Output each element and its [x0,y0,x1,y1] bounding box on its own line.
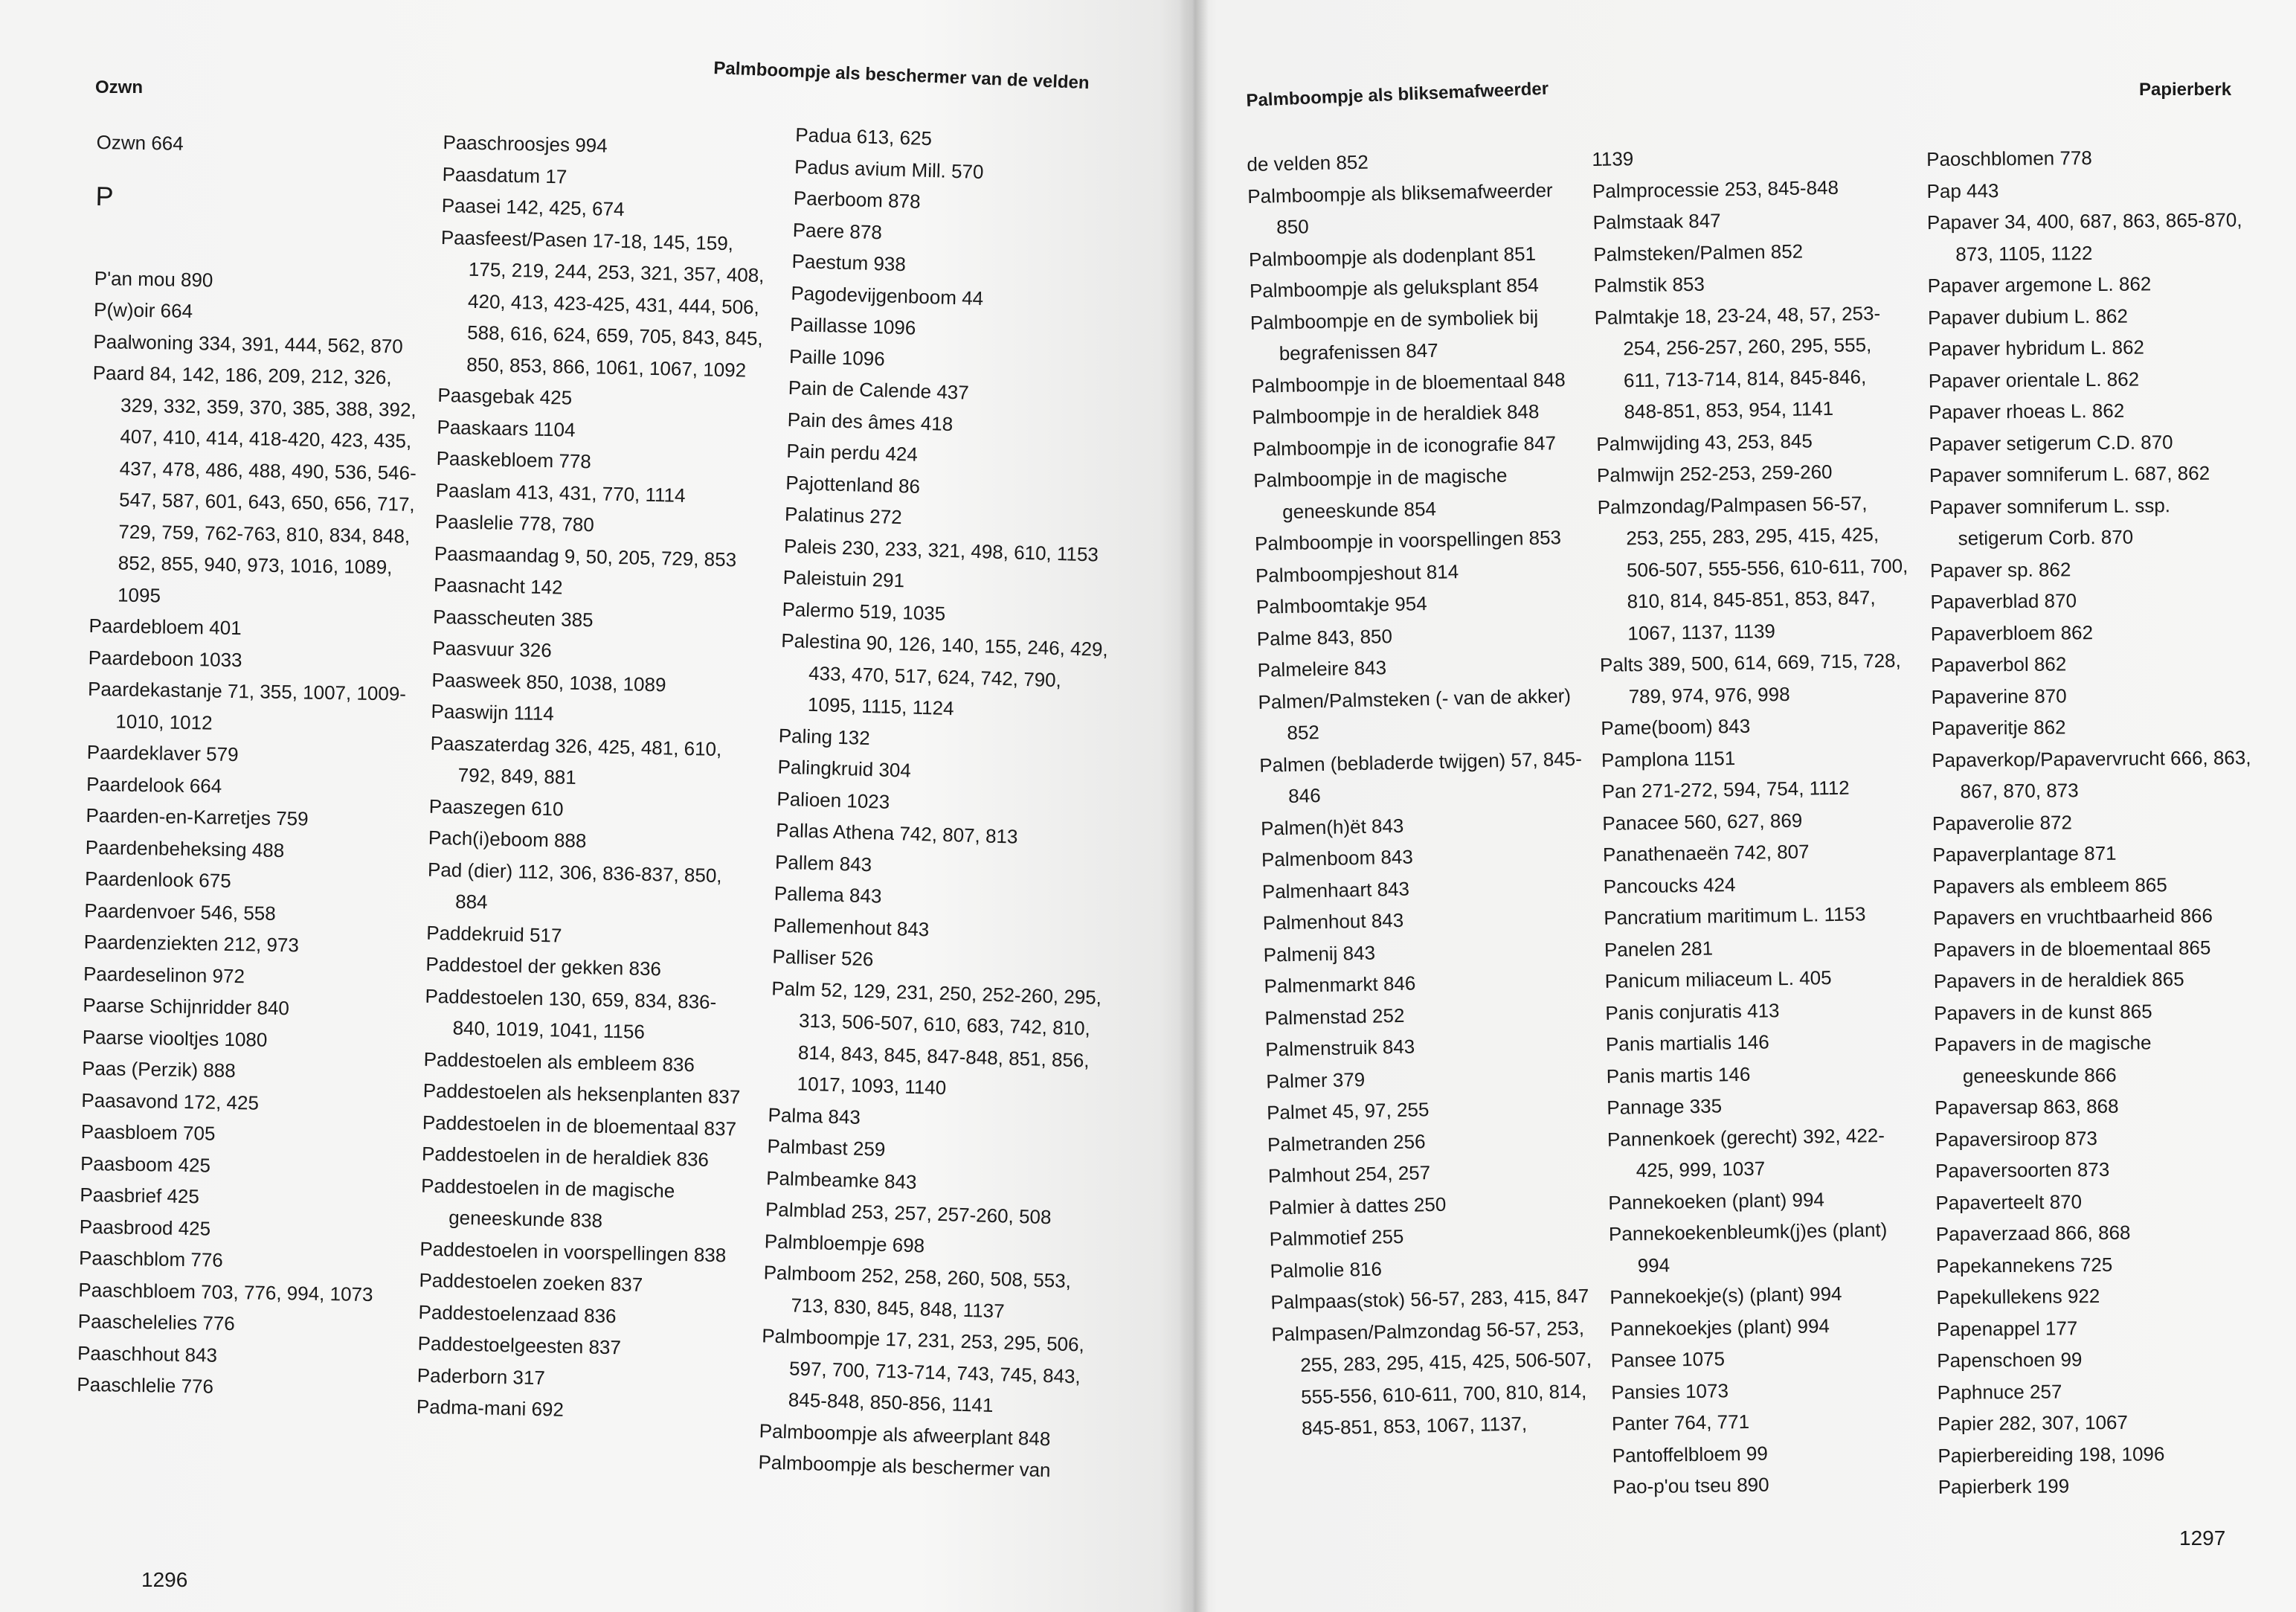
index-entry: Paderborn 317 [417,1364,546,1389]
index-entry: Panis conjuratis 413 [1605,998,1780,1024]
index-entry: Papavers in de kunst 865 [1934,999,2152,1024]
index-entry: Paardenlook 675 [84,867,231,892]
index-entry: Pallem 843 [774,850,872,876]
index-entry: Papavers in de magische geneeskunde 866 [1934,1031,2152,1088]
index-entry: Papaver orientale L. 862 [1928,367,2140,392]
index-column-3 [758,119,1131,1487]
index-entry: Papenschoen 99 [1937,1348,2083,1372]
index-entry: Palmenij 843 [1263,941,1376,966]
index-entry: Paleistuin 291 [782,565,905,592]
index-entry: Paasvuur 326 [432,636,553,662]
index-entry: Palmbloempje 698 [764,1229,925,1256]
index-entry: Palermo 519, 1035 [782,597,946,625]
index-entry: Palma 843 [768,1102,861,1128]
index-entry: Paddestoelen in voorspellingen 838 [419,1237,727,1266]
index-entry: Papaverine 870 [1931,684,2067,708]
index-entry: Palmpasen/Palmzondag 56-57, 253, 255, 283, 295, 415, 425, 506-507, 555-556, 610-611, 700, 810, 814, 845-851, 853, 1067, 1137, [1271,1316,1592,1439]
index-entry: Palmwijn 252-253, 259-260 [1596,460,1833,487]
index-entry: Palme 843, 850 [1256,624,1393,650]
index-entry: Paaszegen 610 [428,794,564,821]
index-entry: Papierbereiding 198, 1096 [1938,1442,2165,1467]
index-entry: Pansee 1075 [1610,1347,1726,1372]
index-entry: Palmeleire 843 [1257,656,1387,681]
index-entry: Palmtakje 18, 23-24, 48, 57, 253-254, 256-257, 260, 295, 555, 611, 713-714, 814, 845-846, 848-851, 853, 954, 1141 [1594,301,1881,423]
index-entry: Paas (Perzik) 888 [81,1056,236,1082]
index-entry: Paddestoelen in de bloementaal 837 [422,1111,737,1140]
index-entry: Paddestoelen 130, 659, 834, 836-840, 1019, 1041, 1156 [425,984,717,1043]
index-entry: Palmenboom 843 [1261,845,1414,871]
index-entry: Paarse Schijnridder 840 [83,993,290,1020]
index-entry: Pannekoekenbleumk(j)es (plant) 994 [1608,1218,1888,1277]
index-entry: Palmmotief 255 [1269,1224,1404,1250]
index-entry: Panelen 281 [1604,937,1714,961]
index-entry: Papaverolie 872 [1932,810,2073,835]
index-entry: Panicum miliaceum L. 405 [1604,966,1832,992]
index-entry: Pannekoekjes (plant) 994 [1610,1314,1830,1340]
index-entry: Palmboompje in de magische geneeskunde 854 [1253,463,1508,523]
index-entry: Paasboom 425 [80,1152,211,1177]
index-entry: Paaschelelies 776 [77,1309,236,1335]
index-entry: Pannage 335 [1607,1094,1723,1119]
index-entry: Pagodevijgenboom 44 [791,281,984,309]
index-entry: Papaver somniferum L. 687, 862 [1929,461,2210,487]
index-entry: Paardenziekten 212, 973 [83,930,300,957]
index-entry: Palmstik 853 [1593,272,1705,297]
index-entry: Palmboompje in de bloementaal 848 [1251,367,1566,397]
index-entry: Papaver setigerum C.D. 870 [1929,430,2173,455]
index-entry: Palm 52, 129, 231, 250, 252-260, 295, 313, 506-507, 610, 683, 742, 810, 814, 843, 845, 847-848, 851, 856, 1017, 1093, 1140 [771,977,1102,1099]
index-entry: Palmen(h)ët 843 [1260,814,1404,840]
index-entry: Paasmaandag 9, 50, 205, 729, 853 [434,542,737,571]
index-entry: Ozwn 664 [96,130,184,155]
index-entry: Paardebloem 401 [89,614,242,640]
index-entry: Paasnacht 142 [433,573,563,599]
index-entry: Panter 764, 771 [1611,1410,1750,1435]
section-letter: P [95,180,114,211]
index-entry: Palmen/Palmsteken (- van de akker) 852 [1258,684,1572,745]
index-entry: Palmer 379 [1265,1067,1366,1093]
index-entry: Palmolie 816 [1270,1257,1383,1282]
index-entry: Paardeselinon 972 [83,962,245,987]
index-entry: Paddestoelgeesten 837 [417,1332,622,1359]
index-entry: Palmbeamke 843 [765,1166,917,1193]
index-entry: Papaver somniferum L. ssp. setigerum Corb. 870 [1929,493,2171,550]
index-entry: Pan 271-272, 594, 754, 1112 [1601,776,1850,803]
index-entry: Paaskaars 1104 [437,415,576,441]
index-entry: Palmen (bebladerde twijgen) 57, 845-846 [1259,747,1583,808]
index-entry: Palmboompje als afweerplant 848 [759,1419,1051,1450]
index-entry: Paaslelie 778, 780 [434,510,595,536]
index-entry: Palmboompje als bliksemafweerder 850 [1247,178,1553,239]
index-entry: Palmstaak 847 [1592,209,1721,234]
index-entry: Palestina 90, 126, 140, 155, 246, 429, 433, 470, 517, 624, 742, 790, 1095, 1115, 1124 [781,629,1109,720]
index-entry: Papaver dubium L. 862 [1927,304,2129,329]
index-column-1 [1247,142,1601,1445]
index-entry: Pajottenland 86 [785,471,921,498]
index-entry: Paardenbeheksing 488 [85,835,285,861]
index-entry: Paarse viooltjes 1080 [82,1025,268,1051]
index-entry: Papierberk 199 [1938,1474,2070,1498]
index-entry: Palmzondag/Palmpasen 56-57, 253, 255, 283, 295, 415, 425, 506-507, 555-556, 610-611, 700, 810, 814, 845-851, 853, 847, 1067, 1137, 1139 [1597,491,1908,644]
index-entry: Papaversap 863, 868 [1935,1094,2119,1119]
index-entry: Palatinus 272 [784,502,903,529]
index-entry: Palmwijding 43, 253, 845 [1596,428,1813,455]
index-entry: Papaverplantage 871 [1932,841,2117,866]
running-head-right: Palmboompje als beschermer van de velden [713,58,1090,94]
index-entry: Pallema 843 [774,882,882,908]
index-entry: Palliser 526 [772,945,874,971]
index-entry: Pain des âmes 418 [787,408,954,435]
index-entry: Palmboompje 17, 231, 253, 295, 506, 597, 700, 713-714, 743, 745, 843, 845-848, 850-856, 1141 [761,1324,1085,1417]
index-entry: Palmbast 259 [767,1134,886,1160]
index-entry: Paasgebak 425 [437,383,573,409]
index-column-2 [417,126,771,1429]
index-entry: Paaszaterdag 326, 425, 481, 610, 792, 849, 881 [430,731,722,789]
index-entry: Paasavond 172, 425 [81,1088,260,1114]
index-entry: Papier 282, 307, 1067 [1937,1410,2129,1435]
index-entry: Paaskebloem 778 [436,446,592,473]
index-entry: Papaveritje 862 [1931,716,2066,739]
index-entry: Papavers in de heraldiek 865 [1933,968,2184,992]
index-entry: Paillasse 1096 [789,312,916,339]
index-entry: Papaver 34, 400, 687, 863, 865-870, 873, 1105, 1122 [1926,208,2242,266]
index-entry: Paddestoelen als embleem 836 [423,1047,695,1076]
index-entry: Paddestoel der gekken 836 [425,952,662,980]
index-entry: Paarden-en-Karretjes 759 [86,803,309,830]
index-entry: Papenappel 177 [1936,1316,2078,1340]
index-entry: Paardelook 664 [86,772,222,797]
index-entry: Paaschblom 776 [78,1246,224,1271]
index-entry: Palmpaas(stok) 56-57, 283, 415, 847 [1270,1284,1589,1314]
index-entry: Paardeboon 1033 [88,646,242,671]
index-entry: Pame(boom) 843 [1601,714,1751,739]
index-entry: Palingkruid 304 [777,755,912,782]
index-entry: Papaver argemone L. 862 [1927,272,2152,297]
index-entry: Pannekoeken (plant) 994 [1608,1187,1825,1214]
index-entry: Pad (dier) 112, 306, 836-837, 850, 884 [427,858,722,913]
index-entry: Paddestoelen zoeken 837 [419,1268,643,1296]
index-entry: Pap 443 [1926,179,1999,202]
index-entry: Paphnuce 257 [1937,1379,2062,1404]
index-entry: Palmprocessie 253, 845-848 [1592,176,1839,202]
index-entry: Paddestoelen in de heraldiek 836 [421,1142,710,1171]
index-entry: Paaschhout 843 [77,1341,218,1367]
index-entry: Papaverkop/Papavervrucht 666, 863, 867, 870, 873 [1932,745,2251,803]
index-entry: Papekullekens 922 [1936,1285,2100,1308]
running-head-left: Palmboompje als bliksemafweerder [1246,78,1549,111]
index-entry: Palmboompje in de iconografie 847 [1252,431,1557,460]
index-entry: Pach(i)eboom 888 [428,826,587,852]
index-entry: Papaver hybridum L. 862 [1928,335,2145,360]
index-entry: Paaschbloem 703, 776, 994, 1073 [78,1278,373,1306]
index-entry: Palmboompje in voorspellingen 853 [1254,526,1562,555]
index-entry: Palmboomtakje 954 [1255,592,1427,618]
index-entry: Palmenhaart 843 [1261,877,1410,903]
index-entry: 1139 [1592,147,1634,170]
index-entry: Padma-mani 692 [416,1395,565,1421]
index-entry: Paddestoelenzaad 836 [418,1300,617,1327]
index-entry: Padua 613, 625 [794,123,933,150]
index-entry: Pannenkoek (gerecht) 392, 422-425, 999, 1037 [1607,1123,1885,1182]
index-entry: Pancoucks 424 [1603,873,1736,898]
index-entry: Palmboompje als dodenplant 851 [1248,242,1537,271]
index-column-3 [1926,141,2258,1503]
index-entry: Paaschroosjes 994 [443,130,608,157]
index-entry: Panis martis 146 [1606,1062,1751,1088]
index-entry: Paardeklaver 579 [86,740,239,766]
running-head-right: Papierberk [2139,80,2232,100]
index-entry: Pain perdu 424 [786,439,919,466]
index-entry: Paleis 230, 233, 321, 498, 610, 1153 [783,534,1099,566]
index-entry: Pao-p'ou tseu 890 [1612,1473,1769,1498]
index-entry: Palmboompje in de heraldiek 848 [1252,399,1540,428]
index-entry: Papaver sp. 862 [1929,557,2071,582]
index-entry: Pannekoekje(s) (plant) 994 [1610,1282,1842,1308]
index-entry: Padus avium Mill. 570 [794,155,984,183]
index-entry: Papaverbol 862 [1930,652,2067,676]
index-entry: Papekannekens 725 [1936,1253,2113,1277]
index-entry: Paasbrief 425 [80,1183,200,1208]
index-entry: Pallas Athena 742, 807, 813 [775,818,1018,848]
index-entry: Palmet 45, 97, 255 [1266,1098,1430,1124]
index-entry: Papaverteelt 870 [1935,1189,2083,1214]
index-entry: Paard 84, 142, 186, 209, 212, 326, 329, 332, 359, 370, 385, 388, 392, 407, 410, 414, 418-420, 423, 435, 437, 478, 486, 488, 490, 536, 546-547, 587, 601, 643, 650, 656, 717, 729, 759, 762-763, 810, 834, 848, 852, 855, 940, 973, 1016, 1089, 1095 [92,361,417,606]
page-number-left: 1296 [141,1568,188,1591]
index-entry: Pamplona 1151 [1601,746,1736,771]
index-entry: P'an mou 890 [94,266,213,291]
index-entry: Palmboompjeshout 814 [1255,559,1459,587]
index-entry: Palmenstad 252 [1264,1004,1405,1030]
index-entry: Panis martialis 146 [1605,1030,1769,1056]
index-entry: Paardenvoer 546, 558 [84,899,276,925]
index-entry: Palmboompje als geluksplant 854 [1249,273,1540,302]
right-page [1205,0,2296,1612]
index-entry: Paasbrood 425 [79,1215,211,1240]
running-head-left: Ozwn [95,77,143,97]
index-entry: Pantoffelbloem 99 [1612,1441,1769,1467]
index-entry: Papaverbloem 862 [1930,620,2094,645]
index-entry: de velden 852 [1247,150,1369,176]
index-entry: Paaschlelie 776 [77,1372,214,1398]
index-entry: Papavers en vruchtbaarheid 866 [1932,904,2213,929]
index-entry: Paddekruid 517 [425,921,562,947]
index-entry: Paalwoning 334, 391, 444, 562, 870 [93,330,403,358]
index-entry: Papaversoorten 873 [1935,1157,2110,1182]
index-entry: Paasei 142, 425, 674 [441,193,625,221]
index-entry: Paardekastanje 71, 355, 1007, 1009-1010, 1012 [87,677,407,734]
index-entry: Pansies 1073 [1611,1378,1729,1404]
index-entry: Paille 1096 [788,344,886,370]
index-entry: Palmboompje als beschermer van [758,1451,1051,1482]
index-entry: Palmenmarkt 846 [1264,972,1416,998]
index-entry: Palmboompje en de symboliek bij begrafenissen 847 [1250,305,1539,365]
book-gutter [1179,0,1209,1612]
index-entry: Papaverzaad 866, 868 [1935,1221,2131,1245]
index-entry: P(w)oir 664 [93,298,193,323]
index-entry: Paling 132 [778,724,871,749]
index-entry: Palts 389, 500, 614, 669, 715, 728, 789, 974, 976, 998 [1599,649,1901,707]
index-entry: Pain de Calende 437 [788,376,970,404]
index-entry: Papavers in de bloementaal 865 [1933,936,2211,961]
index-entry: Palmenhout 843 [1262,908,1404,934]
index-entry: Palmboom 252, 258, 260, 508, 553, 713, 830, 845, 848, 1137 [763,1261,1072,1322]
index-entry: Papaver rhoeas L. 862 [1929,399,2125,423]
index-entry: Paestum 938 [791,249,907,276]
index-entry: Paddestoelen in de magische geneeskunde 838 [420,1174,675,1232]
index-entry: Panathenaeën 742, 807 [1602,840,1810,866]
index-entry: Paaswijn 1114 [431,699,555,725]
index-entry: Paasfeest/Pasen 17-18, 145, 159, 175, 219, 244, 253, 321, 357, 408, 420, 413, 423-425, 431, 444, 506, 588, 616, 624, 659, 705, 843, 845, 850, 853, 866, 1061, 1067, 1092 [440,225,765,382]
index-entry: Paasweek 850, 1038, 1089 [431,668,666,696]
index-entry: Paaslam 413, 431, 770, 1114 [435,478,686,507]
index-entry: Pancratium maritimum L. 1153 [1604,902,1866,929]
index-entry: Paere 878 [792,218,883,243]
index-entry: Paasbloem 705 [80,1120,216,1145]
index-entry: Paasscheuten 385 [432,605,594,631]
index-entry: Paddestoelen als heksenplanten 837 [422,1079,741,1108]
index-entry: Paasdatum 17 [442,162,567,187]
index-column-1 [77,126,424,1405]
index-entry: Palmblad 253, 257, 257-260, 508 [765,1198,1052,1229]
index-entry: Palmetranden 256 [1267,1129,1426,1156]
index-entry: Pallemenhout 843 [773,913,930,940]
index-entry: Palioen 1023 [776,787,890,813]
index-entry: Papaversiroop 873 [1935,1126,2098,1151]
index-column-2 [1592,138,1926,1503]
index-entry: Papaverblad 870 [1930,589,2077,613]
index-entry: Palmhout 254, 257 [1267,1161,1431,1187]
index-entry: Paerboom 878 [793,186,921,213]
index-entry: Palmier à dattes 250 [1268,1192,1447,1219]
index-entry: Papavers als embleem 865 [1932,873,2167,898]
index-entry: Panacee 560, 627, 869 [1602,809,1803,835]
index-entry: Paoschblomen 778 [1926,147,2092,170]
page-number-right: 1297 [2179,1526,2226,1550]
index-entry: Palmsteken/Palmen 852 [1593,240,1804,266]
index-entry: Palmenstruik 843 [1265,1035,1415,1061]
